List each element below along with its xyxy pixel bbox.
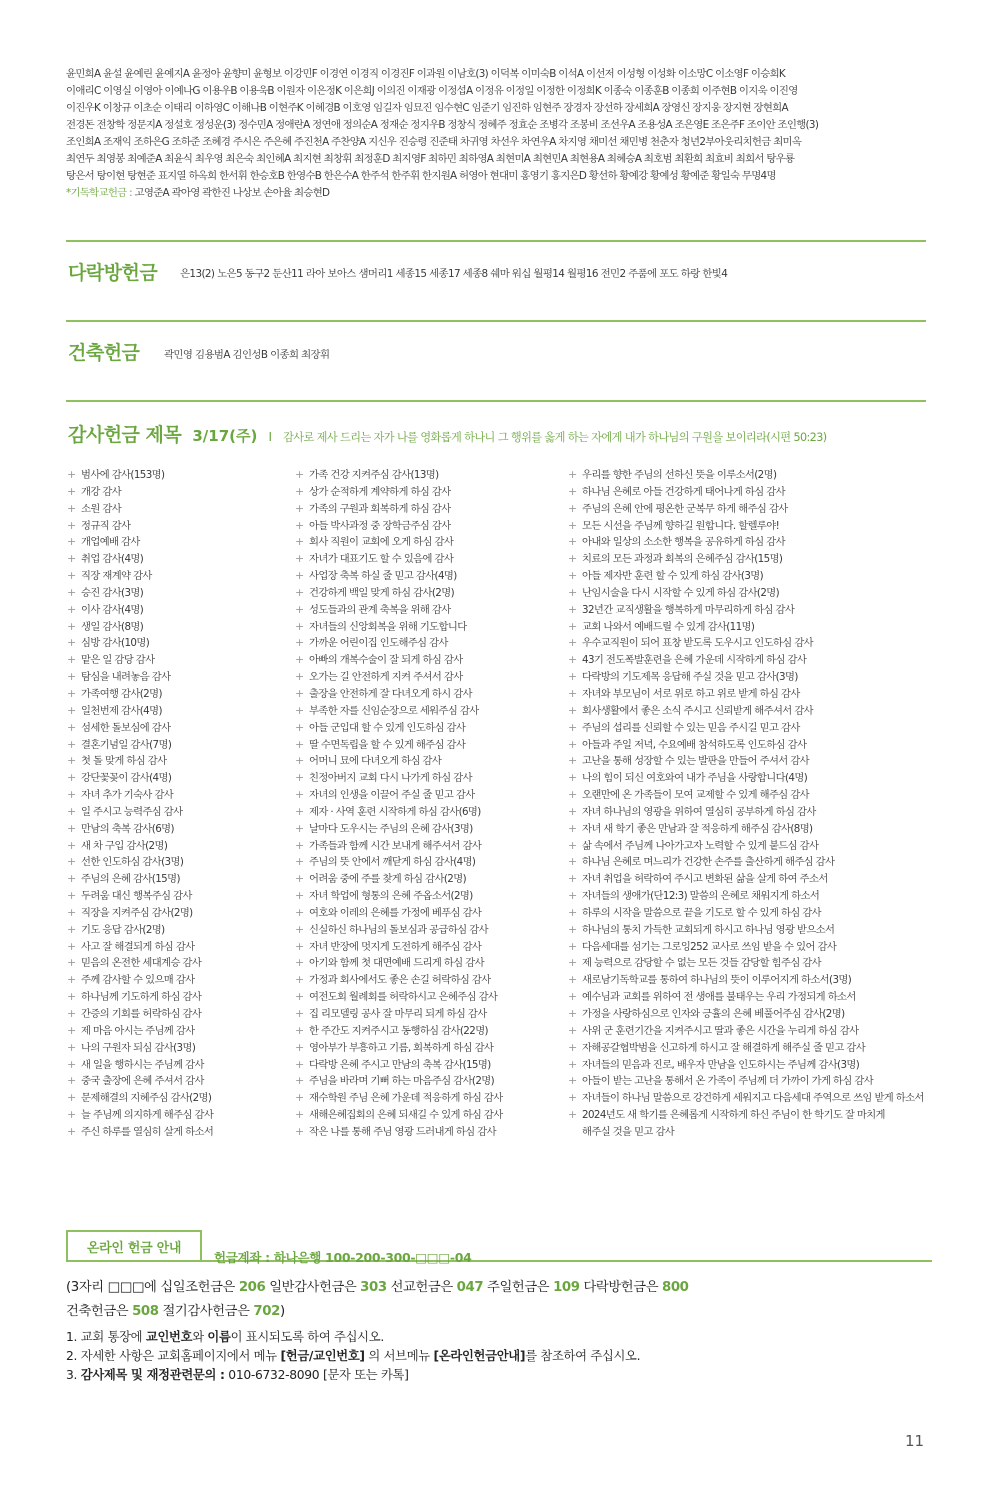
thanks-item: + 하나님 은혜로 며느리가 건강한 손주를 출산하게 해주심 감사 xyxy=(567,854,924,871)
thanks-item: + 자녀들의 신앙회복을 위해 기도합니다 xyxy=(294,619,503,636)
general-label: 일반감사헌금은 xyxy=(269,1280,357,1295)
thanks-item: + 아들 제자반 훈련 할 수 있게 하심 감사(3명) xyxy=(567,568,924,585)
thanks-item: + 일 주시고 능력주심 감사 xyxy=(66,804,213,821)
thanks-item: + 주님의 은혜 안에 평온한 군복무 하게 해주심 감사 xyxy=(567,501,924,518)
note-text: 의 서브메뉴 xyxy=(368,1349,430,1363)
thanks-item: + 주님의 은혜 감사(15명) xyxy=(66,871,213,888)
thanks-item: + 집 리모델링 공사 잘 마무리 되게 하심 감사 xyxy=(294,1006,503,1023)
thanks-item: + 강단꽃꽂이 감사(4명) xyxy=(66,770,213,787)
names-line: 이진우K 이창규 이초순 이태리 이하영C 이해나B 이현주K 이혜경B 이호영 임길자 임묘진 임수현C 임준기 임진하 임현주 장경자 장선하 장세희A 장영신 장지웅 장지현 장현희A xyxy=(66,102,788,114)
note-text: 3. xyxy=(66,1368,78,1382)
mission-code: 047 xyxy=(456,1280,484,1295)
thanks-item: + 직장을 지켜주심 감사(2명) xyxy=(66,905,213,922)
thanks-item: + 새 일을 행하시는 주님께 감사 xyxy=(66,1057,213,1074)
thanks-date: 3/17(주) xyxy=(192,427,258,445)
thanks-item: + 가정을 사랑하심으로 인자와 긍휼의 은혜 베풀어주심 감사(2명) xyxy=(567,1006,924,1023)
thanks-item: + 삶 속에서 주님께 나아가고자 노력할 수 있게 붙드심 감사 xyxy=(567,838,924,855)
thanks-item: + 두려움 대신 행복주심 감사 xyxy=(66,888,213,905)
general-code: 303 xyxy=(360,1280,387,1295)
thanks-item: + 아들 군입대 할 수 있게 인도하심 감사 xyxy=(294,720,503,737)
account-info: 헌금계좌 : 하나은행 100-200-300-□□□-04 xyxy=(214,1250,472,1265)
thanks-header xyxy=(68,420,928,447)
names-line: 최연두 최영봉 최예준A 최윤식 최우영 최은숙 최인혜A 최지현 최창휘 최정훈D 최지영F 최하민 최하영A 최현미A 최현민A 최현용A 최혜승A 최호범 최환희 최효비 최희서 탕우룡 xyxy=(66,153,795,165)
thanks-item: + 심방 감사(10명) xyxy=(66,635,213,652)
thanks-title: 감사헌금 제목 xyxy=(68,424,182,446)
thanks-item: + 맡은 일 감당 감사 xyxy=(66,652,213,669)
names-line: 탕은서 탕이현 탕현준 표지열 하옥희 한서휘 한승호B 한영수B 한은수A 한주석 한주휘 한지원A 허영아 현대미 홍영기 홍지은D 황선하 황예강 황예성 황예준 황일숙 무명4명 xyxy=(66,170,776,182)
thanks-item: + 우리를 향한 주님의 선하신 뜻을 이루소서(2명) xyxy=(567,467,924,484)
thanks-column-3 xyxy=(567,467,924,1141)
thanks-item: + 제자 · 사역 훈련 시작하게 하심 감사(6명) xyxy=(294,804,503,821)
thanks-item: + 자녀들의 생애가(단12:3) 말씀의 은혜로 채워지게 하소서 xyxy=(567,888,924,905)
codes-close: ) xyxy=(279,1304,285,1319)
thanks-item: + 주께 감사할 수 있으매 감사 xyxy=(66,972,213,989)
sunday-code: 109 xyxy=(553,1280,580,1295)
thanks-item: + 여호와 이레의 은혜를 가정에 베푸심 감사 xyxy=(294,905,503,922)
thanks-item: + 하나님의 통치 가득한 교회되게 하시고 하나님 영광 받으소서 xyxy=(567,922,924,939)
thanks-item: + 주님의 섭리를 신뢰할 수 있는 믿음 주시길 믿고 감사 xyxy=(567,720,924,737)
thanks-column-2 xyxy=(294,467,503,1141)
thanks-item: + 가족의 구원과 회복하게 하심 감사 xyxy=(294,501,503,518)
note-text: 와 xyxy=(192,1330,204,1344)
thanks-item: + 영아부가 부흥하고 기름, 회복하게 하심 감사 xyxy=(294,1040,503,1057)
thanks-item-continued: 해주실 것을 믿고 감사 xyxy=(582,1125,675,1138)
online-notes xyxy=(66,1328,640,1385)
thanks-item: + 만남의 축복 감사(6명) xyxy=(66,821,213,838)
thanks-item: + 신실하신 하나님의 돌보심과 공급하심 감사 xyxy=(294,922,503,939)
page-number: 11 xyxy=(905,1432,925,1450)
school-offering-names: 고영준A 곽아영 곽한진 나상보 손아율 최승현D xyxy=(134,187,330,199)
note-bold: 이름 xyxy=(207,1330,231,1344)
note-text: 2. 자세한 사항은 교회홈페이지에서 메뉴 xyxy=(66,1349,277,1363)
thanks-item: + 결혼기념일 감사(7명) xyxy=(66,737,213,754)
thanks-item: + 사업장 축복 하실 줄 믿고 감사(4명) xyxy=(294,568,503,585)
thanks-item: + 어려움 중에 주를 찾게 하심 감사(2명) xyxy=(294,871,503,888)
thanks-item: + 상가 순적하게 계약하게 하심 감사 xyxy=(294,484,503,501)
thanks-item: + 문제해결의 지혜주심 감사(2명) xyxy=(66,1090,213,1107)
thanks-item: + 하나님께 기도하게 하심 감사 xyxy=(66,989,213,1006)
thanks-item: + 중국 출장에 은혜 주셔서 감사 xyxy=(66,1073,213,1090)
thanks-item: + 개업예배 감사 xyxy=(66,534,213,551)
thanks-item: + 탐심을 내려놓음 감사 xyxy=(66,669,213,686)
thanks-item: + 늘 주님께 의지하게 해주심 감사 xyxy=(66,1107,213,1124)
thanks-item: + 사위 군 훈련기간을 지켜주시고 딸과 좋은 시간을 누리게 하심 감사 xyxy=(567,1023,924,1040)
thanks-item: + 자해공갈협박범을 신고하게 하시고 잘 해결하게 해주실 줄 믿고 감사 xyxy=(567,1040,924,1057)
school-offering-line xyxy=(66,185,932,202)
thanks-item: + 선한 인도하심 감사(3명) xyxy=(66,854,213,871)
thanks-item: + 다음세대를 섬기는 그로잉252 교사로 쓰임 받을 수 있어 감사 xyxy=(567,939,924,956)
thanks-item: + 치료의 모든 과정과 회복의 은혜주심 감사(15명) xyxy=(567,551,924,568)
thanks-item: + 날마다 도우시는 주님의 은혜 감사(3명) xyxy=(294,821,503,838)
thanks-item: + 직장 재계약 감사 xyxy=(66,568,213,585)
thanks-item: + 가족 건강 지켜주심 감사(13명) xyxy=(294,467,503,484)
thanks-item: + 2024년도 새 학기를 은혜롭게 시작하게 하신 주님이 한 학기도 잘 마치게 xyxy=(567,1107,924,1124)
thanks-item: + 이사 감사(4명) xyxy=(66,602,213,619)
thanks-item: + 친정아버지 교회 다시 나가게 하심 감사 xyxy=(294,770,503,787)
thanks-item: + 믿음의 온전한 세대계승 감사 xyxy=(66,955,213,972)
names-line: 전경돈 전창학 정문지A 정설호 정성운(3) 정수민A 정애란A 정연애 정의순A 정재순 정지우B 정창식 정혜주 정효순 조병각 조봉비 조선우A 조용성A 조은영E 조은주F 조이안 조인행(3) xyxy=(66,119,819,131)
thanks-item: + 나의 구원자 되심 감사(3명) xyxy=(66,1040,213,1057)
online-offering-label: 온라인 헌금 안내 xyxy=(66,1230,202,1262)
thanks-item: + 아기와 함께 첫 대면예배 드리게 하심 감사 xyxy=(294,955,503,972)
thanks-item: + 첫 돌 맞게 하심 감사 xyxy=(66,753,213,770)
thanks-item: + 새 차 구입 감사(2명) xyxy=(66,838,213,855)
darakbang-list: 은13(2) 노은5 동구2 둔산11 라아 보아스 샘머리1 세종15 세종17 세종8 쉐마 워십 월평14 월평16 전민2 주품에 포도 하랑 한빛4 xyxy=(180,268,728,280)
thanks-item: + 제 마음 아시는 주님께 감사 xyxy=(66,1023,213,1040)
thanks-item: + 출장을 안전하게 잘 다녀오게 하시 감사 xyxy=(294,686,503,703)
thanks-item: + 소원 감사 xyxy=(66,501,213,518)
building-title: 건축헌금 xyxy=(68,342,140,364)
school-offering-label: *기독학교헌금 : xyxy=(66,187,132,199)
thanks-item: + 어머니 묘에 다녀오게 하심 감사 xyxy=(294,753,503,770)
thanks-item: + 난임시술을 다시 시작할 수 있게 하심 감사(2명) xyxy=(567,585,924,602)
thanks-item: + 건강하게 백일 맞게 하심 감사(2명) xyxy=(294,585,503,602)
thanks-item: + 고난을 통해 성장할 수 있는 발판을 만들어 주셔서 감사 xyxy=(567,753,924,770)
thanks-item: + 가까운 어린이집 인도해주심 감사 xyxy=(294,635,503,652)
thanks-item: + 아내와 일상의 소소한 행복을 공유하게 하심 감사 xyxy=(567,534,924,551)
thanks-item: + 섬세한 돌보심에 감사 xyxy=(66,720,213,737)
note-3 xyxy=(66,1366,640,1385)
building-code: 508 xyxy=(132,1304,159,1319)
building-label: 건축헌금은 xyxy=(66,1304,129,1319)
thanks-item: + 일천번제 감사(4명) xyxy=(66,703,213,720)
thanks-item: + 간증의 기회를 허락하심 감사 xyxy=(66,1006,213,1023)
contact-number: 010-6732-8090 [문자 또는 카톡] xyxy=(228,1368,409,1382)
thanks-separator: I xyxy=(268,430,272,444)
thanks-item: + 사고 잘 해결되게 하심 감사 xyxy=(66,939,213,956)
thanks-item: + 나의 힘이 되신 여호와여 내가 주님을 사랑합니다(4명) xyxy=(567,770,924,787)
thanks-item: + 자녀의 인생을 이끌어 주실 줄 믿고 감사 xyxy=(294,787,503,804)
thanks-item: + 생일 감사(8명) xyxy=(66,619,213,636)
thanks-item: + 다락방 은혜 주시고 만남의 축복 감사(15명) xyxy=(294,1057,503,1074)
section-divider xyxy=(66,400,926,402)
thanks-column-1 xyxy=(66,467,213,1141)
thanks-item: + 한 주간도 지켜주시고 동행하심 감사(22명) xyxy=(294,1023,503,1040)
thanks-item: + 교회 나와서 예배드릴 수 있게 감사(11명) xyxy=(567,619,924,636)
codes-prefix: (3자리 □□□에 십일조헌금은 xyxy=(66,1280,235,1295)
note-text: 1. 교회 통장에 xyxy=(66,1330,143,1344)
thanks-item: + 43기 전도폭발훈련을 은혜 가운데 시작하게 하심 감사 xyxy=(567,652,924,669)
thanks-item: + 여전도회 월례회를 허락하시고 은혜주심 감사 xyxy=(294,989,503,1006)
tithe-code: 206 xyxy=(238,1280,266,1295)
thanks-item: + 주신 하루를 열심히 살게 하소서 xyxy=(66,1124,213,1141)
thanks-item: + 오가는 길 안전하게 지켜 주셔서 감사 xyxy=(294,669,503,686)
thanks-item: + 아들 박사과정 중 장학금주심 감사 xyxy=(294,518,503,535)
offering-names-list xyxy=(66,66,932,202)
darakbang-title: 다락방헌금 xyxy=(68,262,158,284)
thanks-item: + 작은 나를 통해 주님 영광 드러내게 하심 감사 xyxy=(294,1124,503,1141)
thanks-item: + 아들이 받는 고난을 통해서 온 가족이 주님께 더 가까이 가게 하심 감사 xyxy=(567,1073,924,1090)
thanks-item: + 자녀와 부모님이 서로 위로 하고 위로 받게 하심 감사 xyxy=(567,686,924,703)
thanks-item: + 가족여행 감사(2명) xyxy=(66,686,213,703)
thanks-item: + 우수교직원이 되어 표창 받도록 도우시고 인도하심 감사 xyxy=(567,635,924,652)
thanks-item: + 32년간 교직생활을 행복하게 마무리하게 하심 감사 xyxy=(567,602,924,619)
thanks-item: + 자녀 하나님의 영광을 위하여 열심히 공부하게 하심 감사 xyxy=(567,804,924,821)
thanks-item: + 자녀가 대표기도 할 수 있음에 감사 xyxy=(294,551,503,568)
section-divider xyxy=(66,240,926,242)
darakbang-label: 다락방헌금은 xyxy=(583,1280,659,1295)
names-line: 조인희A 조재익 조하은G 조하준 조혜경 주시은 주은혜 주진천A 주찬양A 지신우 진승령 진준태 차귀영 차선우 차연우A 차지영 채미선 채민병 천춘자 청년2부아웃리치헌금 최미옥 xyxy=(66,136,802,148)
note-1 xyxy=(66,1328,640,1347)
thanks-item: + 아들과 주일 저녁, 수요예배 참석하도록 인도하심 감사 xyxy=(567,737,924,754)
thanks-item: + 재수학원 주님 은혜 가운데 적응하게 하심 감사 xyxy=(294,1090,503,1107)
thanks-item: + 회사 직원이 교회에 오게 하심 감사 xyxy=(294,534,503,551)
thanks-item: + 자녀 반장에 멋지게 도전하게 해주심 감사 xyxy=(294,939,503,956)
darakbang-code: 800 xyxy=(661,1280,689,1295)
thanks-item: + 자녀 새 학기 좋은 만남과 잘 적응하게 해주심 감사(8명) xyxy=(567,821,924,838)
thanks-item: + 오랜만에 온 가족들이 모여 교제할 수 있게 해주심 감사 xyxy=(567,787,924,804)
thanks-item: + 딸 수면독립을 할 수 있게 해주심 감사 xyxy=(294,737,503,754)
note-bold: 교인번호 xyxy=(145,1330,193,1344)
thanks-item: + 주님의 뜻 안에서 깨닫게 하심 감사(4명) xyxy=(294,854,503,871)
note-bold: [헌금/교인번호] xyxy=(280,1349,365,1363)
thanks-item: + 자녀 추가 기숙사 감사 xyxy=(66,787,213,804)
thanks-item: + 아빠의 개복수술이 잘 되게 하심 감사 xyxy=(294,652,503,669)
thanks-item: + 새해은혜집회의 은혜 되새길 수 있게 하심 감사 xyxy=(294,1107,503,1124)
sunday-label: 주일헌금은 xyxy=(487,1280,550,1295)
thanks-item: + 하루의 시작을 말씀으로 끝을 기도로 할 수 있게 하심 감사 xyxy=(567,905,924,922)
thanks-item: + 주님을 바라며 기뻐 하는 마음주심 감사(2명) xyxy=(294,1073,503,1090)
note-bold: [온라인헌금안내] xyxy=(433,1349,526,1363)
thanks-item: + 새로남기독학교를 통하여 하나님의 뜻이 이루어지게 하소서(3명) xyxy=(567,972,924,989)
thanks-item: + 다락방의 기도제목 응답해 주실 것을 믿고 감사(3명) xyxy=(567,669,924,686)
names-line: 이애리C 이영실 이영아 이예나G 이용우B 이용욱B 이원자 이은정K 이은희J 이의진 이재광 이정섭A 이정유 이정일 이정한 이정희K 이종숙 이종훈B 이종희 이주현B 이지욱 이진영 xyxy=(66,85,798,97)
thanks-item: + 제 능력으로 감당할 수 없는 모든 것들 감당할 힘주심 감사 xyxy=(567,955,924,972)
thanks-item: + 자녀 취업을 허락하여 주시고 변화된 삶을 살게 하여 주소서 xyxy=(567,871,924,888)
building-list: 곽민영 김용범A 김인성B 이종희 최장휘 xyxy=(164,349,330,361)
note-bold: 감사제목 및 재정관련문의 : xyxy=(80,1368,225,1382)
thanks-item: + 성도들과의 관계 축복을 위해 감사 xyxy=(294,602,503,619)
thanks-verse: 감사로 제사 드리는 자가 나를 영화롭게 하나니 그 행위를 옳게 하는 자에게 내가 하나님의 구원을 보이리라(시편 50:23) xyxy=(283,431,827,444)
thanks-item: + 가족들과 함께 시간 보내게 해주셔서 감사 xyxy=(294,838,503,855)
season-code: 702 xyxy=(253,1304,280,1319)
season-label: 절기감사헌금은 xyxy=(162,1304,250,1319)
note-text: 를 참조하여 주십시오. xyxy=(525,1349,641,1363)
thanks-item: + 회사생활에서 좋은 소식 주시고 신뢰받게 해주셔서 감사 xyxy=(567,703,924,720)
note-text: 이 표시되도록 하여 주십시오. xyxy=(230,1330,384,1344)
thanks-item: + 부족한 자를 신임순장으로 세워주심 감사 xyxy=(294,703,503,720)
thanks-item: + 자녀 학업에 형통의 은혜 주옵소서(2명) xyxy=(294,888,503,905)
offering-codes xyxy=(66,1276,936,1324)
thanks-item: + 하나님 은혜로 아들 건강하게 태어나게 하심 감사 xyxy=(567,484,924,501)
thanks-item: + 자녀들의 믿음과 진로, 배우자 만남을 인도하시는 주님께 감사(3명) xyxy=(567,1057,924,1074)
thanks-item: + 취업 감사(4명) xyxy=(66,551,213,568)
section-divider xyxy=(66,320,926,322)
thanks-item: + 가정과 회사에서도 좋은 손길 허락하심 감사 xyxy=(294,972,503,989)
thanks-item: + 예수님과 교회를 위하여 전 생애를 불태우는 우리 가정되게 하소서 xyxy=(567,989,924,1006)
thanks-item: + 모든 시선을 주님께 향하길 원합니다. 할렐루야! xyxy=(567,518,924,535)
thanks-item: + 개강 감사 xyxy=(66,484,213,501)
thanks-item: + 자녀들이 하나님 말씀으로 강건하게 세워지고 다음세대 주역으로 쓰임 받게 하소서 xyxy=(567,1090,924,1107)
thanks-item: + 정규직 감사 xyxy=(66,518,213,535)
names-line: 윤민희A 윤설 윤예린 윤예지A 윤정아 윤향미 윤형보 이강민F 이경연 이경직 이경진F 이과원 이남호(3) 이덕복 이미숙B 이석A 이선저 이성형 이성화 이소망C 이소영F 이승희K xyxy=(66,68,786,80)
note-2 xyxy=(66,1347,640,1366)
thanks-item: + 범사에 감사(153명) xyxy=(66,467,213,484)
mission-label: 선교헌금은 xyxy=(390,1280,453,1295)
thanks-item: + 기도 응답 감사(2명) xyxy=(66,922,213,939)
thanks-item: + 승진 감사(3명) xyxy=(66,585,213,602)
